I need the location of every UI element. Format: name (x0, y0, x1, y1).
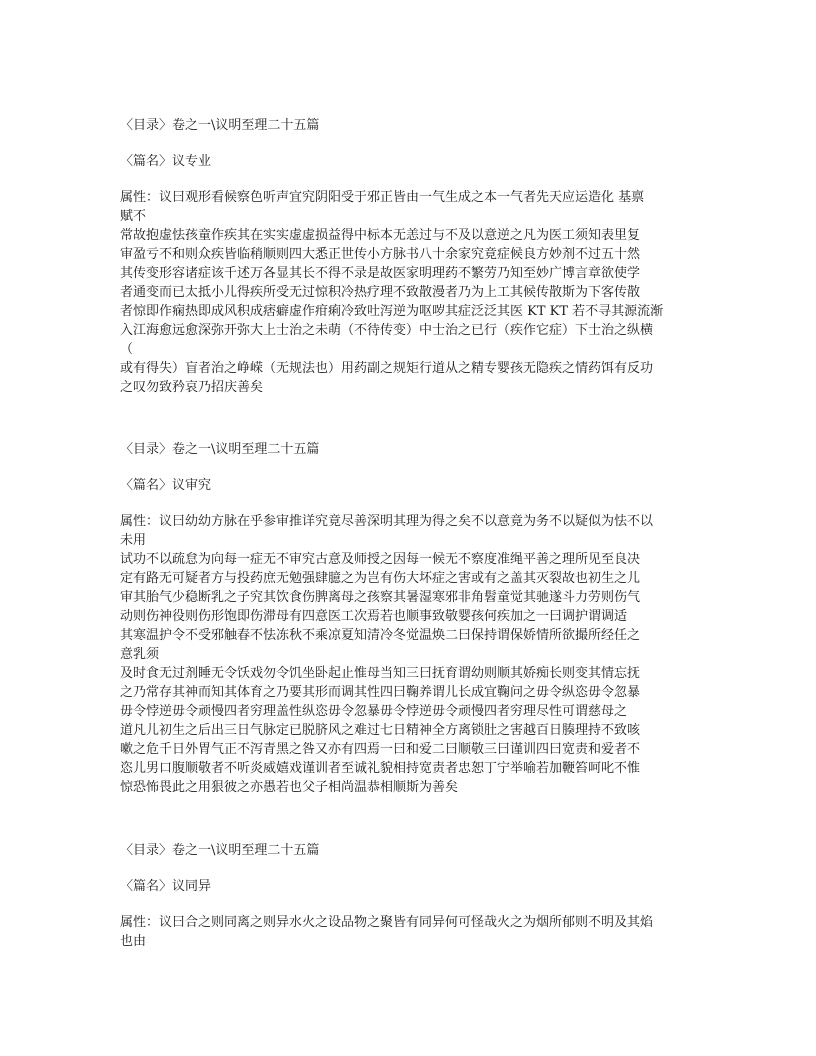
section-body (120, 913, 700, 951)
body-line: 毋令悖逆毋令顽慢四者穷理盖性纵恣毋令忽暴毋令悖逆毋令顽慢四者穷理尽性可谓慈母之 (120, 704, 628, 719)
body-line: 试功不以疏怠为向每一症无不审究古意及师授之因每一候无不察度准绳平善之理所见至良决 (120, 552, 641, 567)
body-line: 常故抱虚怯孩童作疾其在实实虚虚损益得中标本无恙过与不及以意逆之凡为医工须知表里复 (120, 228, 641, 243)
body-line: （ (120, 342, 134, 357)
body-line: 恣儿男口腹顺敬者不听炎威嬉戏谨训者至诚礼貌相持宽责者忠恕丁宁举喻若加鞭笞呵叱不惟 (120, 761, 641, 776)
section-shenjiu (120, 440, 700, 797)
chapter-title: 〈篇名〉议审究 (120, 478, 212, 493)
body-line: 其传变形容诸症该千述万各显其长不得不录是故医家明理药不繁劳乃知至妙广博言章欲使学 (120, 266, 641, 281)
body-line: 也由 (120, 934, 147, 949)
body-line: 意乳须 (120, 647, 160, 662)
catalog-line: 〈目录〉卷之一\议明至理二十五篇 (120, 843, 320, 858)
body-line: 其寒温护令不受邪触春不怯冻秋不乘凉夏知清冷冬觉温焕二曰保持谓保娇情所欲撮所经任之 (120, 628, 641, 643)
body-line: 者通变而已太抵小儿得疾所受无过惊积冷热疗理不致散漫者乃为上工其候传散斯为下客传散 (120, 285, 641, 300)
body-line: 属性：议曰观形看候察色听声宜究阴阳受于邪正皆由一气生成之本一气者先天应运造化 基禀 (120, 190, 645, 205)
section-body (120, 512, 700, 797)
body-line: 或有得失）盲者治之峥嵘（无规法也）用药副之规矩行道从之精专婴孩无隐疾之情药饵有反功 (120, 361, 654, 376)
chapter-title: 〈篇名〉议同异 (120, 879, 212, 894)
section-zhuanye (120, 116, 700, 397)
section-body (120, 188, 700, 397)
body-line: 审盈亏不和则众疾皆临稍顺则四大悉正世传小方脉书八十余家究竟症候良方妙剂不过五十然 (120, 247, 641, 262)
body-line: 之乃常存其神而知其体育之乃要其形而调其性四曰鞠养谓儿长成宜鞠问之毋令纵恣毋令忽暴 (120, 685, 641, 700)
body-line: 者惊即作痫热即成风积成痞癖虚作疳痢冷致吐泻逆为呕哕其症泛泛其医 KT KT 若不寻其源流渐 (120, 304, 664, 319)
body-line: 及时食无过剂睡无令饫戏勿令饥坐卧起止惟母当知三曰抚育谓幼则顺其娇痴长则变其情忘抚 (120, 666, 641, 681)
catalog-line: 〈目录〉卷之一\议明至理二十五篇 (120, 442, 320, 457)
section-tongyi (120, 841, 700, 951)
chapter-title: 〈篇名〉议专业 (120, 154, 212, 169)
body-line: 之叹勿致矜哀乃招庆善矣 (120, 380, 264, 395)
body-line: 动则伤神役则伤形饱即伤滞母有四意医工次焉若也顺事致敬婴孩何疾加之一曰调护谓调适 (120, 609, 628, 624)
body-line: 入江海愈远愈深弥开弥大上士治之未萌（不待传变）中士治之已行（疾作它症）下士治之纵横 (120, 323, 654, 338)
body-line: 道凡儿初生之后出三日气脉定已脱脐风之难过七日精神全方离锁肚之害越百日腠理持不致咳 (120, 723, 641, 738)
body-line: 未用 (120, 533, 147, 548)
body-line: 赋不 (120, 209, 147, 224)
body-line: 审其胎气少稳断乳之子究其饮食伤脾离母之孩察其暑湿寒邪非角髫童觉其驰遂斗力劳则伤气 (120, 590, 641, 605)
catalog-line: 〈目录〉卷之一\议明至理二十五篇 (120, 118, 320, 133)
body-line: 属性：议曰幼幼方脉在乎参审推详究竟尽善深明其理为得之矣不以意竟为务不以疑似为怯不以 (120, 514, 654, 529)
body-line: 属性：议曰合之则同离之则异水火之设品物之聚皆有同异何可怪哉火之为烟所郁则不明及其焰 (120, 915, 654, 930)
body-line: 嗽之危千日外胃气正不泻青黑之咎又亦有四焉一曰和爱二曰顺敬三曰谨训四曰宽责和爱者不 (120, 742, 641, 757)
body-line: 定有路无可疑者方与投药庶无勉强肆臆之为岂有伤大坏症之害或有之盖其灭裂故也初生之儿 (120, 571, 641, 586)
body-line: 惊恐怖畏此之用狠彼之亦愚若也父子相尚温恭相顺斯为善矣 (120, 780, 459, 795)
